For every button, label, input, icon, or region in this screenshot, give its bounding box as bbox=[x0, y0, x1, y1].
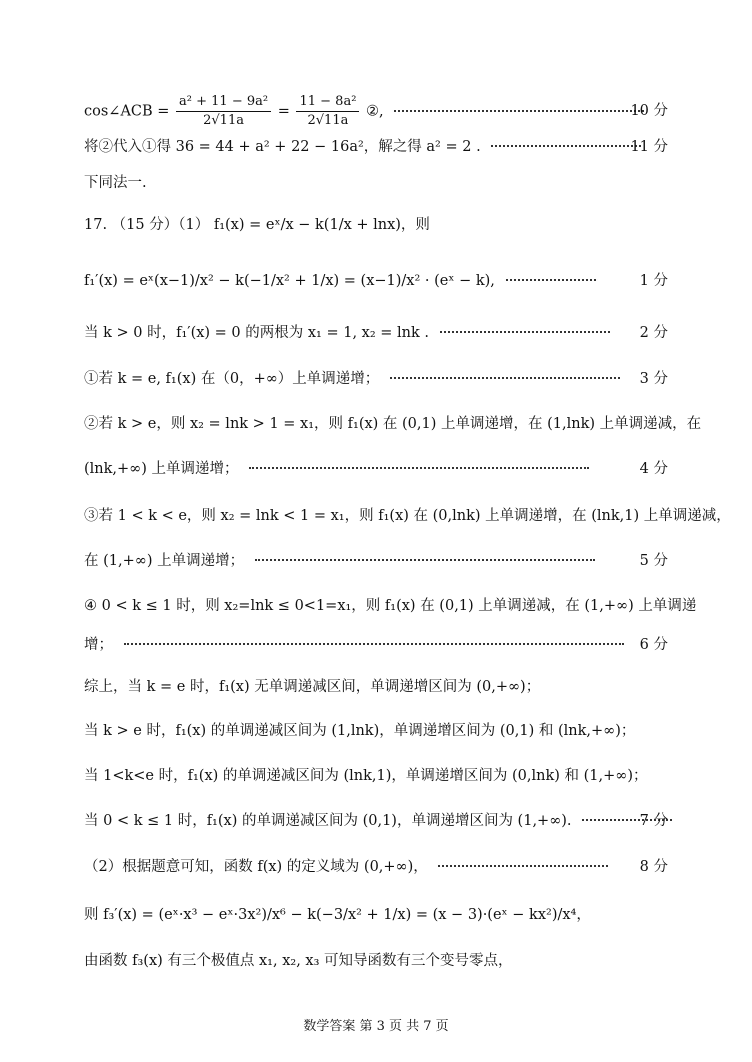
page-footer: 数学答案 第 3 页 共 7 页 bbox=[303, 1019, 449, 1034]
case-2-cont-text: (lnk,+∞) 上单调递增； bbox=[84, 461, 239, 477]
part-2-text: （2）根据题意可知，函数 f(x) 的定义域为 (0,+∞)， bbox=[84, 859, 428, 875]
score-5: 5 分 bbox=[639, 553, 668, 569]
score-2: 2 分 bbox=[639, 325, 668, 341]
score-3: 3 分 bbox=[639, 371, 668, 387]
score-1: 1 分 bbox=[639, 273, 668, 289]
problem-17-line bbox=[84, 214, 668, 236]
cos-acb-prefix: cos∠ACB = bbox=[84, 103, 170, 120]
score-8: 8 分 bbox=[639, 859, 668, 875]
score-4: 4 分 bbox=[639, 461, 668, 477]
fraction-2-numerator: 11 − 8a² bbox=[296, 93, 359, 112]
extremum-line: 由函数 f₃(x) 有三个极值点 x₁, x₂, x₃ 可知导函数有三个变号零点， bbox=[84, 953, 513, 969]
leader-dots bbox=[124, 643, 624, 645]
case-4-line: ④ 0 < k ≤ 1 时，则 x₂=lnk ≤ 0<1=x₁，则 f₁(x) 在 (0,1) 上单调递减，在 (1,+∞) 上单调递 bbox=[84, 598, 697, 614]
score-7: 7 分 bbox=[639, 813, 668, 829]
fraction-1-numerator: a² + 11 − 9a² bbox=[176, 93, 271, 112]
leader-dots bbox=[255, 559, 595, 561]
score-6: 6 分 bbox=[639, 637, 668, 653]
leader-dots bbox=[440, 331, 610, 333]
fraction-1 bbox=[176, 93, 271, 130]
case-4-cont-line bbox=[84, 634, 668, 656]
leader-dots bbox=[249, 467, 589, 469]
score-10: 10 分 bbox=[630, 103, 668, 119]
leader-dots bbox=[390, 377, 620, 379]
summary-k-le-1-line bbox=[84, 810, 668, 832]
part-2-line bbox=[84, 856, 668, 878]
fraction-1-denominator: 2√11a bbox=[203, 113, 244, 128]
leader-dots bbox=[491, 145, 641, 147]
cos-acb-suffix: ②, bbox=[366, 103, 384, 120]
fraction-2 bbox=[296, 93, 359, 130]
substitute-line bbox=[84, 136, 668, 158]
case-1-text: ①若 k = e, f₁(x) 在（0，+∞）上单调递增； bbox=[84, 371, 380, 387]
case-2-line: ②若 k > e，则 x₂ = lnk > 1 = x₁，则 f₁(x) 在 (0,1) 上单调递增，在 (1,lnk) 上单调递减，在 bbox=[84, 416, 702, 432]
derivative-text: f₁′(x) = eˣ(x−1)/x² − k(−1/x² + 1/x) = (x−1)/x² · (eˣ − k), bbox=[84, 273, 495, 289]
problem-17-function: f₁(x) = eˣ/x − k(1/x + lnx)，则 bbox=[213, 217, 430, 233]
case-2-cont-line bbox=[84, 458, 668, 480]
score-11: 11 分 bbox=[630, 139, 668, 155]
summary-1-lt-k-lt-e-line: 当 1<k<e 时，f₁(x) 的单调递减区间为 (lnk,1)，单调递增区间为 (0,lnk) 和 (1,+∞)； bbox=[84, 768, 648, 784]
case-3-cont-text: 在 (1,+∞) 上单调递增； bbox=[84, 553, 245, 569]
cos-acb-line: cos∠ACB = $\frac{\text{a² + 11 − 9a²}}{2√11a}$ = $\frac{\text{11 − 8a²}}{2√11a}$ ②, bbox=[84, 93, 668, 130]
summary-line: 综上，当 k = e 时，f₁(x) 无单调递减区间，单调递增区间为 (0,+∞)； bbox=[84, 679, 541, 695]
same-method-line: 下同法一. bbox=[84, 175, 147, 191]
case-3-line: ③若 1 < k < e，则 x₂ = lnk < 1 = x₁，则 f₁(x) 在 (0,lnk) 上单调递增，在 (lnk,1) 上单调递减， bbox=[84, 508, 731, 524]
roots-text: 当 k > 0 时，f₁′(x) = 0 的两根为 x₁ = 1, x₂ = lnk . bbox=[84, 325, 430, 341]
case-1-line bbox=[84, 368, 668, 390]
summary-k-le-1-text: 当 0 < k ≤ 1 时，f₁(x) 的单调递减区间为 (0,1)，单调递增区间为 (1,+∞). bbox=[84, 813, 572, 829]
fraction-2-denominator: 2√11a bbox=[307, 113, 349, 128]
part-2-derivative-line: 则 f₃′(x) = (eˣ·x³ − eˣ·3x²)/x⁶ − k(−3/x² + 1/x) = (x − 3)·(eˣ − kx²)/x⁴， bbox=[84, 907, 591, 923]
derivative-line bbox=[84, 270, 668, 292]
case-4-cont-text: 增； bbox=[84, 637, 113, 653]
leader-dots bbox=[394, 110, 644, 112]
roots-line bbox=[84, 322, 668, 344]
case-3-cont-line bbox=[84, 550, 668, 572]
substitute-text: 将②代入①得 36 = 44 + a² + 22 − 16a²，解之得 a² = 2 . bbox=[84, 139, 481, 155]
problem-17-prefix: 17. （15 分）（1） bbox=[84, 217, 210, 233]
leader-dots bbox=[438, 865, 608, 867]
leader-dots bbox=[506, 279, 596, 281]
summary-k-gt-e-line: 当 k > e 时，f₁(x) 的单调递减区间为 (1,lnk)，单调递增区间为 (0,1) 和 (lnk,+∞)； bbox=[84, 723, 636, 739]
